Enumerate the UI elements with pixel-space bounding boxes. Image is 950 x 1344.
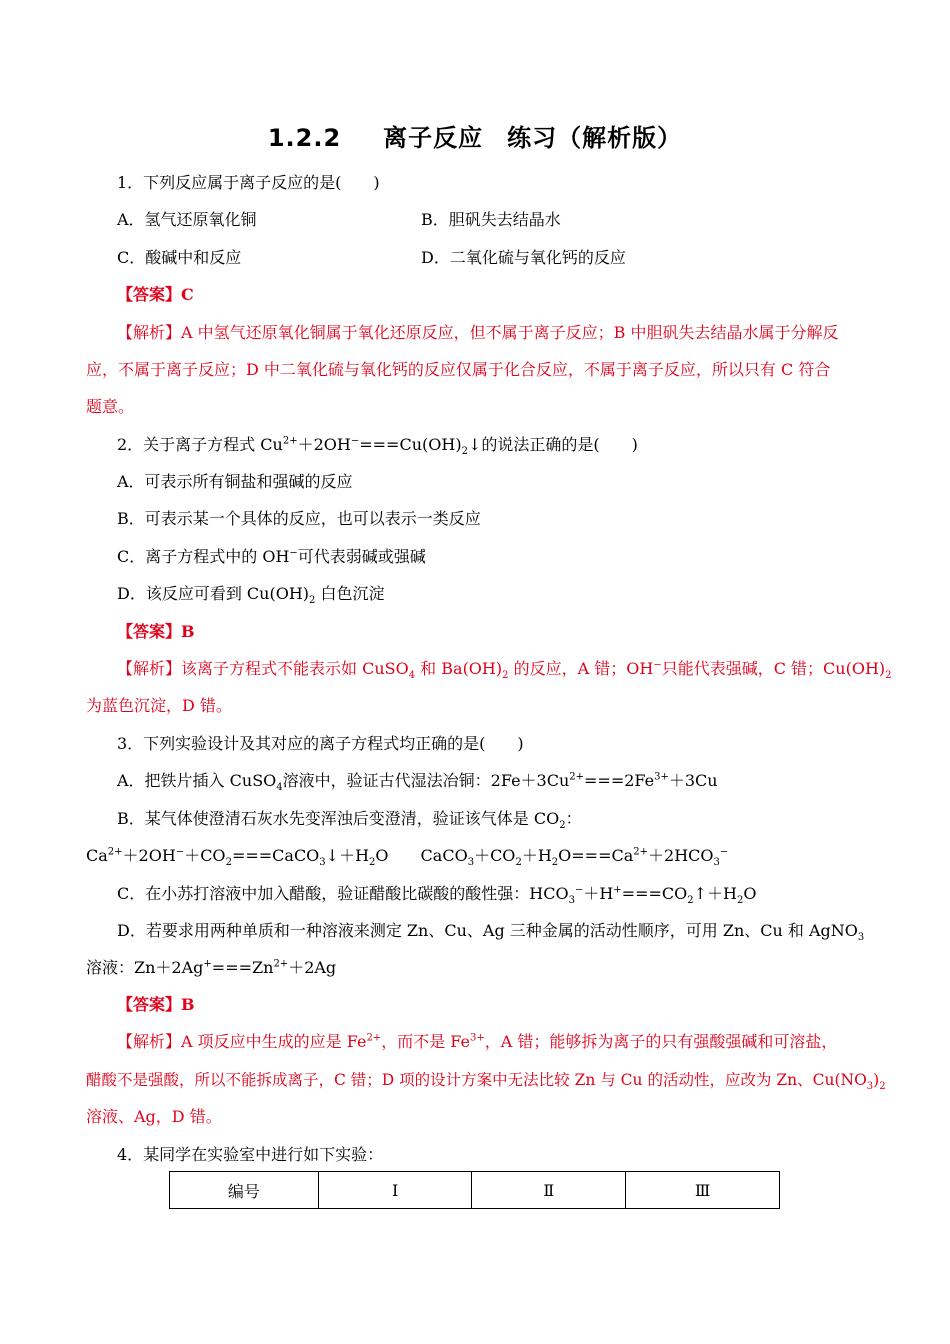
q3-stem: 3．下列实验设计及其对应的离子方程式均正确的是( ) <box>117 734 524 753</box>
q1-option-b: B．胆矾失去结晶水 <box>421 210 561 229</box>
q2-option-d: D．该反应可看到 $Cu(OH)_2$ 白色沉淀 <box>117 584 385 607</box>
q2-stem: 2．关于离子方程式 $Cu^{2+}+2OH^-===Cu(OH)_2↓$的说法正确的是( ) <box>117 435 638 458</box>
table-header-cell: Ⅲ <box>626 1172 780 1209</box>
q3-option-b: B．某气体使澄清石灰水先变浑浊后变澄清，验证该气体是 $CO_2$： <box>117 809 582 832</box>
q1-stem: 1．下列反应属于离子反应的是( ) <box>117 173 380 192</box>
q2-analysis-line1: 【解析】该离子方程式不能表示如 CuSO$_4$ 和 $Ba(OH)_2$ 的反应，A 错；OH−只能代表强碱，C 错；$Cu(OH)_2$ <box>117 659 892 682</box>
q3-analysis-line1: 【解析】A 项反应中生成的应是 $Fe^{2+}$，而不是 $Fe^{3+}$，A 错；能够拆为离子的只有强酸强碱和可溶盐， <box>117 1032 838 1051</box>
title-main: 离子反应 <box>383 124 484 152</box>
q2-option-a: A．可表示所有铜盐和强碱的反应 <box>117 472 353 491</box>
q3-answer: 【答案】B <box>117 995 195 1014</box>
q2-option-b: B．可表示某一个具体的反应，也可以表示一类反应 <box>117 509 481 528</box>
title-number: 1.2.2 <box>267 124 342 152</box>
q2-option-c: C．离子方程式中的 OH−可代表弱碱或强碱 <box>117 547 426 566</box>
q1-analysis-line2: 应，不属于离子反应；D 中二氧化硫与氧化钙的反应仅属于化合反应，不属于离子反应，所以只有 C 符合 <box>86 360 831 379</box>
q3-option-a: A．把铁片插入 CuSO$_4$溶液中，验证古代湿法冶铜：$2Fe+3Cu^{2+}===2Fe^{3+}+3Cu$ <box>117 771 718 794</box>
q1-analysis-line1: 【解析】A 中氢气还原氧化铜属于氧化还原反应，但不属于离子反应；B 中胆矾失去结晶水属于分解反 <box>117 323 839 342</box>
experiment-table <box>169 1171 780 1209</box>
table-header-row <box>170 1172 780 1209</box>
q1-answer: 【答案】C <box>117 285 194 304</box>
table-header-cell: Ⅰ <box>318 1172 472 1209</box>
q3-option-b-equations: $Ca^{2+}+2OH^-+CO_2===CaCO_3↓+H_2O$ $CaCO_3+CO_2+H_2O===Ca^{2+}+2HCO_3^-$ <box>86 846 729 869</box>
q3-analysis-line3: 溶液、Ag，D 错。 <box>86 1107 222 1126</box>
q3-option-d-line2: 溶液：$Zn+2Ag^+===Zn^{2+}+2Ag$ <box>86 958 337 977</box>
q1-option-a: A．氢气还原氧化铜 <box>117 210 257 229</box>
q3-option-d-line1: D．若要求用两种单质和一种溶液来测定 Zn、Cu、Ag 三种金属的活动性顺序，可用 Zn、Cu 和 AgNO$_3$ <box>117 921 865 944</box>
table-header-cell: Ⅱ <box>472 1172 626 1209</box>
q1-option-c: C．酸碱中和反应 <box>117 248 242 267</box>
page-title <box>0 118 950 153</box>
q2-answer: 【答案】B <box>117 622 195 641</box>
q1-option-d: D．二氧化硫与氧化钙的反应 <box>421 248 626 267</box>
table-header-cell: 编号 <box>170 1172 319 1209</box>
title-sub: 练习（解析版） <box>507 124 683 152</box>
q1-analysis-line3: 题意。 <box>86 397 135 416</box>
q2-analysis-line2: 为蓝色沉淀，D 错。 <box>86 696 232 715</box>
q3-option-c: C．在小苏打溶液中加入醋酸，验证醋酸比碳酸的酸性强：$HCO_3^-+H^+===CO_2↑+H_2O$ <box>117 884 757 907</box>
q3-analysis-line2: 醋酸不是强酸，所以不能拆成离子，C 错；D 项的设计方案中无法比较 Zn 与 Cu 的活动性，应改为 Zn、$Cu(NO_3)_2$ <box>86 1071 886 1093</box>
q4-stem: 4．某同学在实验室中进行如下实验： <box>117 1145 384 1164</box>
